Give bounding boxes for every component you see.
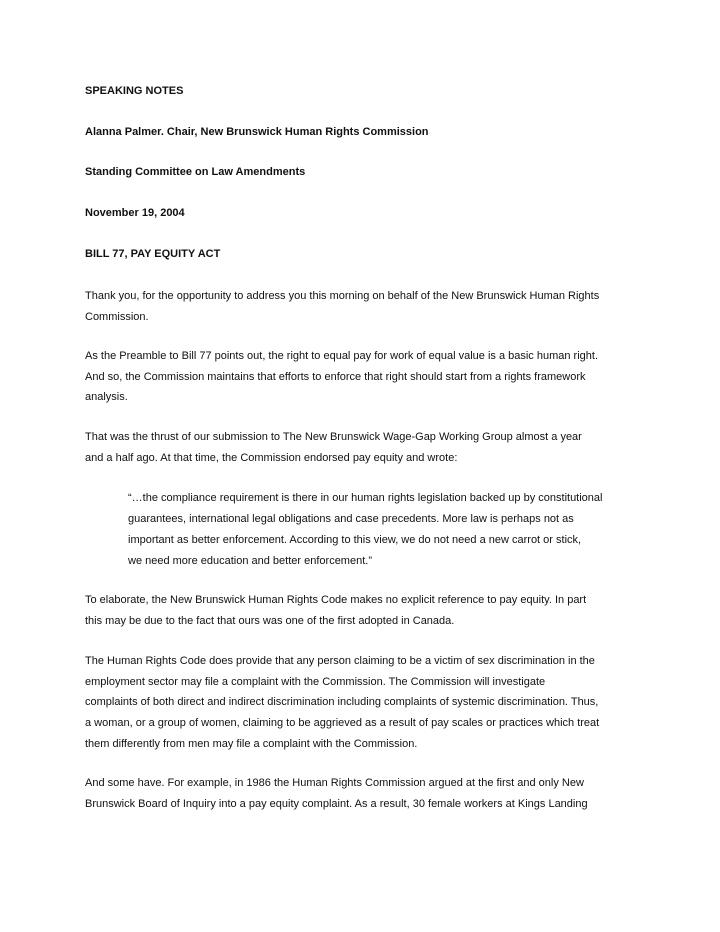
quote-line: “…the compliance requirement is there in our human rights legislation backed up by constitutional	[128, 492, 603, 504]
quote-line: we need more education and better enforcement.”	[128, 555, 372, 567]
paragraph-some-have	[85, 773, 645, 814]
paragraph-thanks	[85, 286, 645, 327]
paragraph-line: And so, the Commission maintains that efforts to enforce that right should start from a rights framework	[85, 370, 586, 383]
quote-line: important as better enforcement. According to this view, we do not need a new carrot or stick,	[128, 534, 582, 546]
paragraph-line: As the Preamble to Bill 77 points out, the right to equal pay for work of equal value is a basic human right.	[85, 350, 599, 362]
paragraph-line: Commission.	[85, 310, 149, 323]
committee-heading: Standing Committee on Law Amendments	[85, 166, 306, 178]
speaker-heading: Alanna Palmer. Chair, New Brunswick Human Rights Commission	[85, 126, 429, 138]
paragraph-line: The Human Rights Code does provide that any person claiming to be a victim of sex discrimination in the	[85, 655, 595, 667]
paragraph-line: Brunswick Board of Inquiry into a pay equity complaint. As a result, 30 female workers at Kings Landing	[85, 797, 588, 810]
paragraph-human-rights-code	[85, 651, 645, 755]
paragraph-line: employment sector may file a complaint with the Commission. The Commission will investigate	[85, 675, 546, 688]
paragraph-line: and a half ago. At that time, the Commission endorsed pay equity and wrote:	[85, 451, 458, 464]
paragraph-line: analysis.	[85, 391, 128, 404]
paragraph-elaborate	[85, 590, 645, 631]
paragraph-line: Thank you, for the opportunity to address you this morning on behalf of the New Brunswick Human Rights	[85, 290, 600, 302]
paragraph-preamble	[85, 346, 645, 408]
paragraph-line: a woman, or a group of women, claiming to be aggrieved as a result of pay scales or practices which treat	[85, 717, 600, 730]
paragraph-line: this may be due to the fact that ours was one of the first adopted in Canada.	[85, 614, 455, 627]
paragraph-line: complaints of both direct and indirect discrimination including complaints of systemic discrimination. Thus,	[85, 696, 599, 709]
paragraph-line: them differently from men may file a complaint with the Commission.	[85, 737, 418, 750]
paragraph-line: That was the thrust of our submission to The New Brunswick Wage-Gap Working Group almost a year	[85, 431, 582, 443]
date-heading: November 19, 2004	[85, 207, 185, 219]
quote-line: guarantees, international legal obligations and case precedents. More law is perhaps not as	[128, 513, 574, 525]
block-quote	[128, 488, 648, 572]
paragraph-line: And some have. For example, in 1986 the Human Rights Commission argued at the first and only New	[85, 777, 584, 789]
paragraph-line: To elaborate, the New Brunswick Human Rights Code makes no explicit reference to pay equity. In part	[85, 594, 587, 606]
speaking-notes-heading: SPEAKING NOTES	[85, 85, 184, 97]
paragraph-submission	[85, 427, 645, 468]
bill-heading: BILL 77, PAY EQUITY ACT	[85, 248, 221, 260]
